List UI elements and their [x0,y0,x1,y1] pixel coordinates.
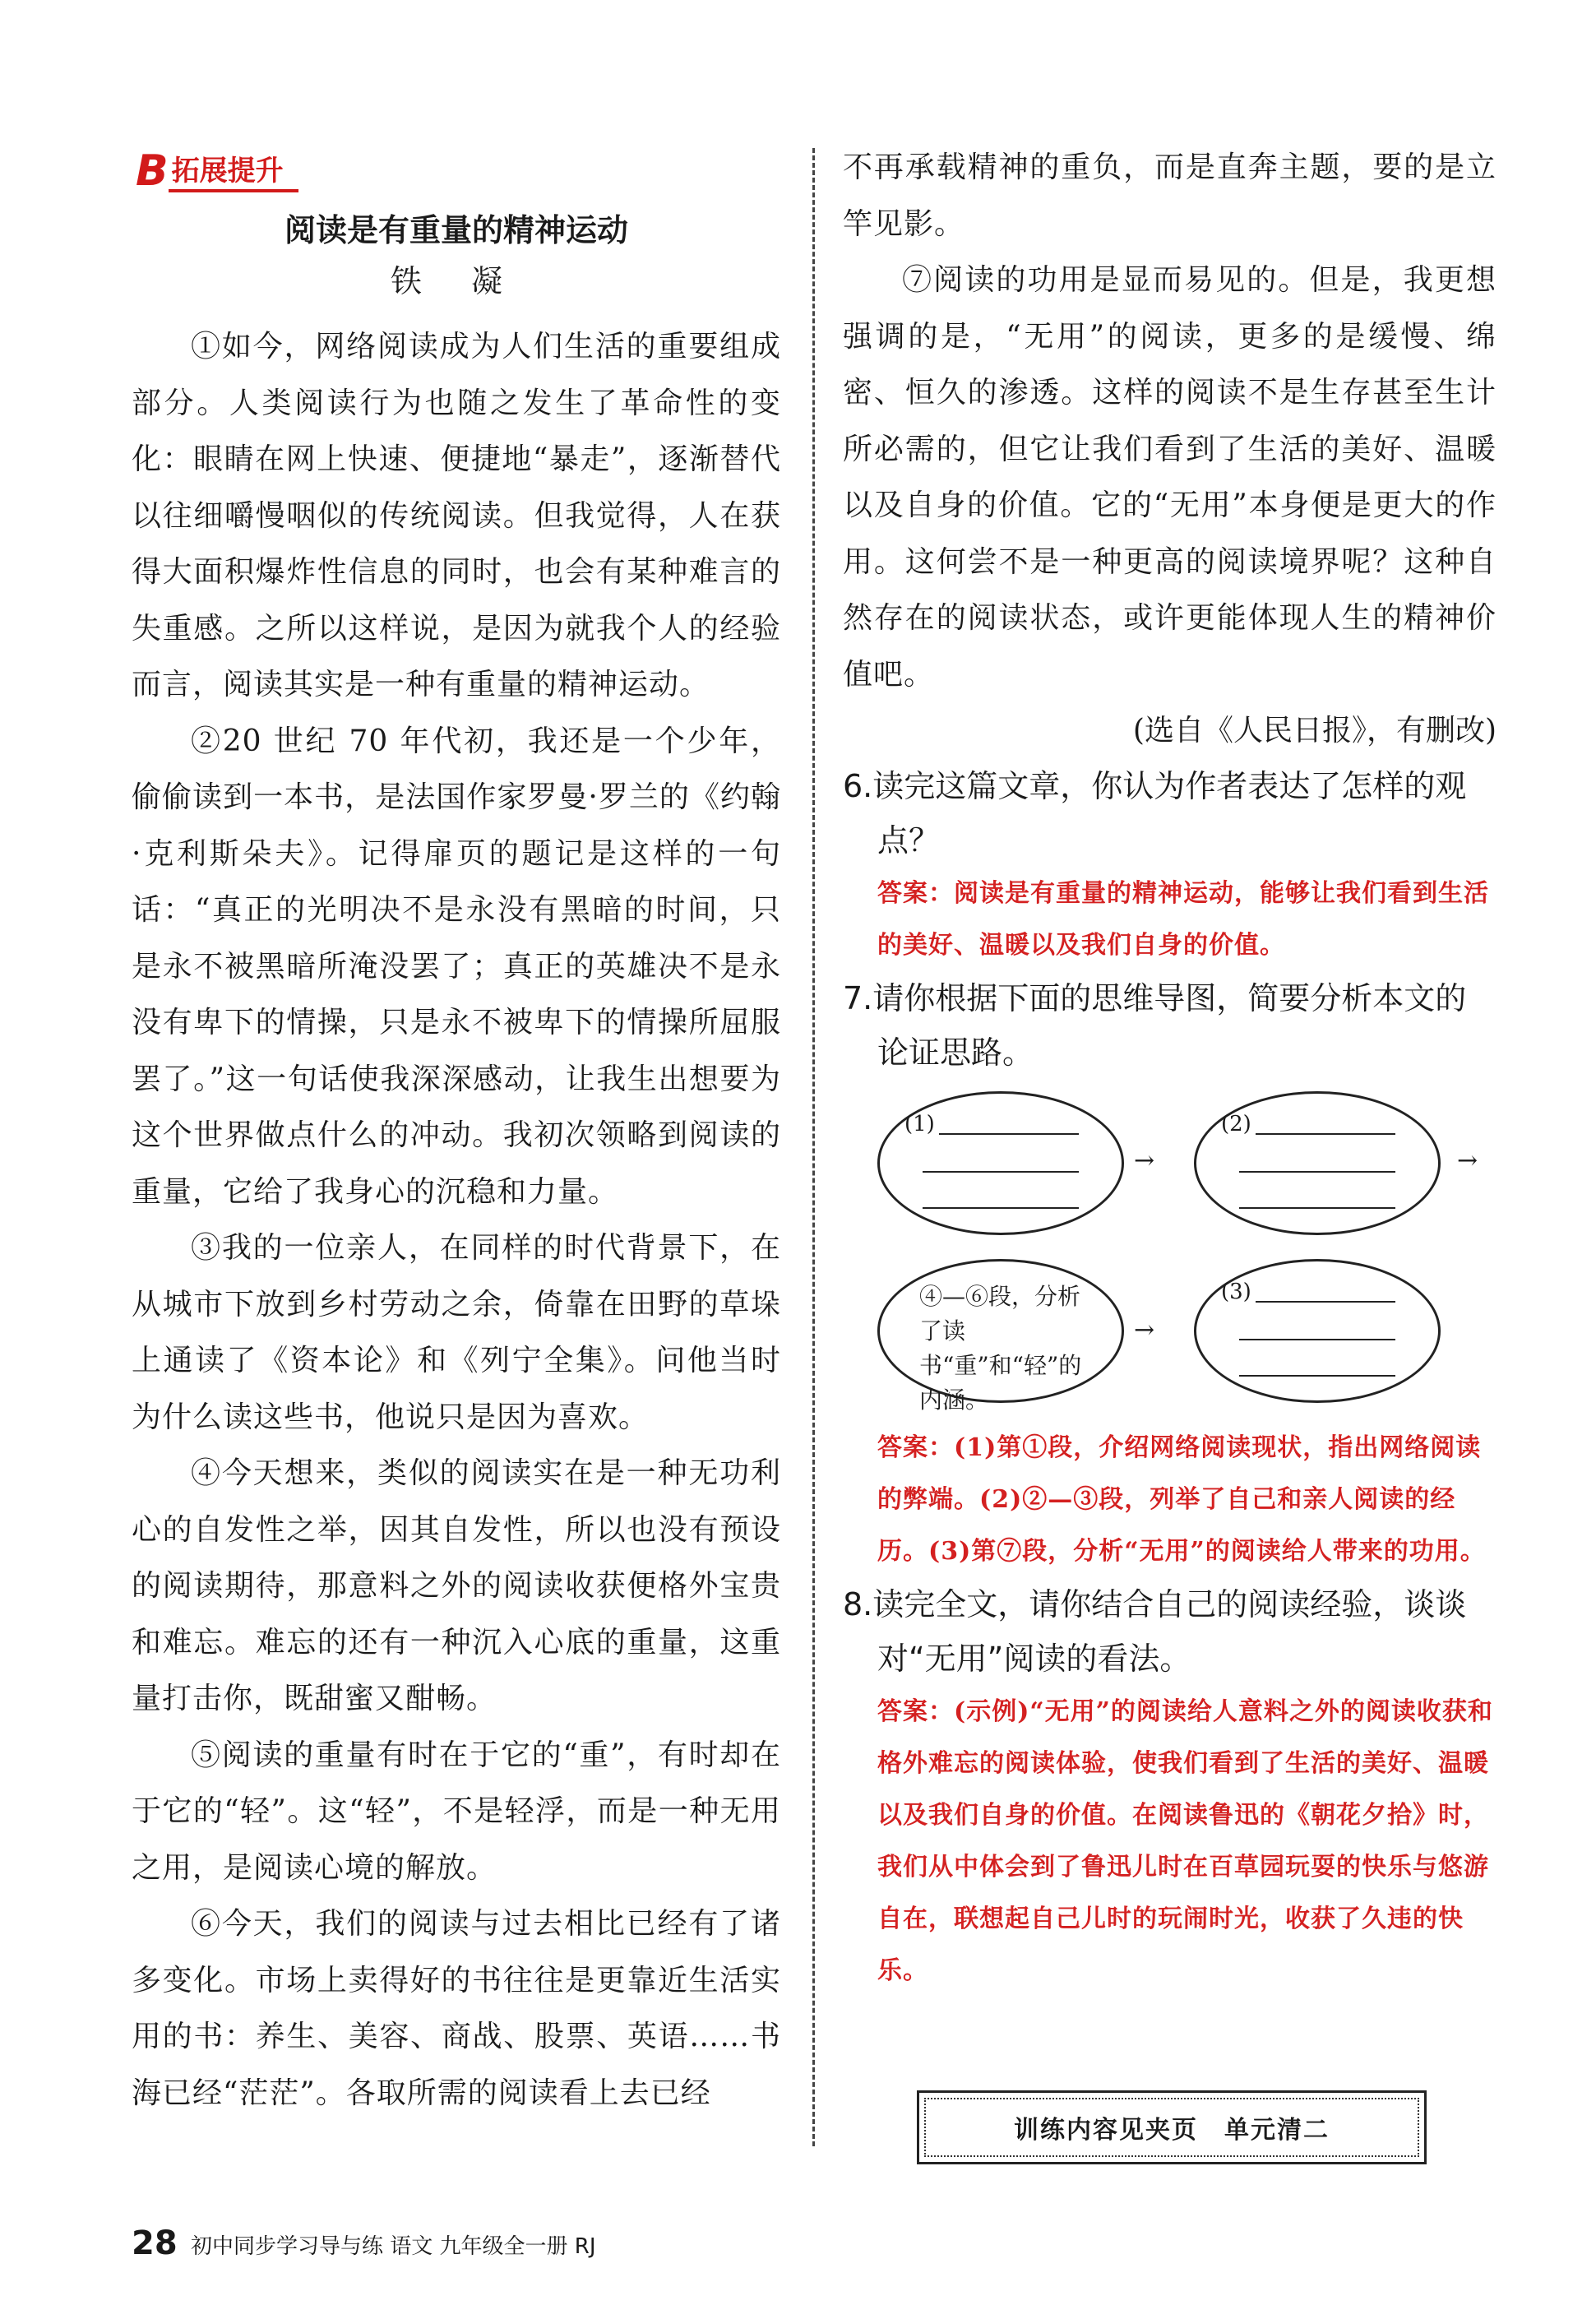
paragraph-6-continued: 不再承载精神的重负，而是直奔主题，要的是立竿见影。 [843,150,1497,241]
right-column [843,140,1497,1997]
section-label: 拓展提升 [169,155,298,192]
question-text: 读完全文，请你结合自己的阅读经验，谈谈对“无用”阅读的看法。 [872,1586,1467,1677]
answer-blank[interactable] [1239,1207,1395,1209]
article-author: 铁 凝 [390,263,523,299]
question-8 [843,1577,1497,1686]
answer-blank[interactable] [939,1133,1079,1135]
question-text: 读完这篇文章，你认为作者表达了怎样的观点？ [872,768,1467,859]
arrow-icon: → [1457,1146,1478,1175]
answer-blank[interactable] [923,1171,1079,1173]
mindmap-node-3 [1194,1259,1441,1403]
mindmap-node-1 [877,1091,1124,1235]
paragraph-5: ⑤阅读的重量有时在于它的“重”，有时却在于它的“轻”。这“轻”，不是轻浮，而是一种无用之用，是阅读心境的解放。 [132,1738,781,1885]
paragraph-2: ②20 世纪 70 年代初，我还是一个少年，偷偷读到一本书，是法国作家罗曼·罗兰的《约翰·克利斯朵夫》。记得扉页的题记是这样的一句话：“真正的光明决不是永没有黑暗的时间，只是永不被黑暗所淹没罢了；真正的英雄决不是永没有卑下的情操，只是永不被卑下的情操所屈服罢了。”这一句话使我深深感动，让我生出想要为这个世界做点什么的冲动。我初次领略到阅读的重量，它给了我身心的沉稳和力量。 [132,724,781,1209]
paragraph-1: ①如今，网络阅读成为人们生活的重要组成部分。人类阅读行为也随之发生了革命性的变化：眼睛在网上快速、便捷地“暴走”，逐渐替代以往细嚼慢咽似的传统阅读。但我觉得，人在获得大面积爆炸性信息的同时，也会有某种难言的失重感。之所以这样说，是因为就我个人的经验而言，阅读其实是一种有重量的精神运动。 [132,330,781,701]
article-title: 阅读是有重量的精神运动 [284,212,628,248]
answer-text: 阅读是有重量的精神运动，能够让我们看到生活的美好、温暖以及我们自身的价值。 [877,879,1489,960]
arrow-icon: → [1134,1146,1155,1175]
paragraph-6: ⑥今天，我们的阅读与过去相比已经有了诸多变化。市场上卖得好的书往往是更靠近生活实用的书：养生、美容、商战、股票、英语……书海已经“茫茫”。各取所需的阅读看上去已经 [132,1907,781,2110]
answer-blank[interactable] [1239,1339,1395,1340]
answer-blank[interactable] [1239,1375,1395,1377]
answer-text: (1)第①段，介绍网络阅读现状，指出网络阅读的弊端。(2)②—③段，列举了自己和亲人阅读的经历。(3)第⑦段，分析“无用”的阅读给人带来的功用。 [877,1433,1486,1566]
answer-text: (示例)“无用”的阅读给人意料之外的阅读收获和格外难忘的阅读体验，使我们看到了生活的美好、温暖以及我们自身的价值。在阅读鲁迅的《朝花夕拾》时，我们从中体会到了鲁迅儿时在百草园玩耍的快乐与悠游自在，联想起自己儿时的玩闹时光，收获了久违的快乐。 [877,1697,1493,1985]
node-number: (1) [904,1112,935,1136]
answer-7 [877,1422,1497,1577]
answer-label: 答案： [877,1433,954,1462]
answer-6 [877,868,1497,971]
answer-8 [877,1686,1497,1997]
answer-label: 答案： [877,879,954,908]
answer-label: 答案： [877,1697,954,1726]
section-letter: B [136,146,169,196]
question-number: 6. [843,768,873,804]
paragraph-4: ④今天想来，类似的阅读实在是一种无功利心的自发性之举，因其自发性，所以也没有预设的阅读期待，那意料之外的阅读收获便格外宝贵和难忘。难忘的还有一种沉入心底的重量，这重量打击你，既甜蜜又酣畅。 [132,1456,781,1715]
arrow-icon: → [1134,1316,1155,1345]
answer-blank[interactable] [1256,1133,1395,1135]
mindmap-node-2 [1194,1091,1441,1235]
question-number: 8. [843,1586,873,1622]
question-7 [843,971,1497,1080]
paragraph-3: ③我的一位亲人，在同样的时代背景下，在从城市下放到乡村劳动之余，倚靠在田野的草垛上通读了《资本论》和《列宁全集》。问他当时为什么读这些书，他说只是因为喜欢。 [132,1231,781,1434]
node-number: (2) [1221,1112,1251,1136]
column-divider [812,148,815,2146]
footer-note: 训练内容见夹页 单元清二 [1014,2116,1330,2145]
article-source: (选自《人民日报》，有删改) [1132,714,1497,748]
node-number: (3) [1221,1280,1251,1304]
paragraph-7: ⑦阅读的功用是显而易见的。但是，我更想强调的是，“无用”的阅读，更多的是缓慢、绵密、恒久的渗透。这样的阅读不是生存甚至生计所必需的，但它让我们看到了生活的美好、温暖以及自身的价值。它的“无用”本身便是更大的作用。这何尝不是一种更高的阅读境界呢？这种自然存在的阅读状态，或许更能体现人生的精神价值吧。 [843,263,1497,692]
book-title: 初中同步学习导与练 语文 九年级全一册 RJ [191,2234,596,2259]
answer-blank[interactable] [923,1207,1079,1209]
question-number: 7. [843,980,873,1016]
question-6 [843,759,1497,868]
mind-map [877,1085,1497,1414]
answer-blank[interactable] [1256,1301,1395,1303]
question-text: 请你根据下面的思维导图，简要分析本文的论证思路。 [872,980,1467,1071]
node-text: ④—⑥段，分析了读书“重”和“轻”的内涵。 [919,1283,1082,1414]
mindmap-node-middle [877,1259,1124,1414]
page-number: 28 [132,2224,178,2262]
section-tag [136,146,298,196]
answer-blank[interactable] [1239,1171,1395,1173]
footer-note-box [917,2090,1427,2164]
left-column [132,319,781,2122]
